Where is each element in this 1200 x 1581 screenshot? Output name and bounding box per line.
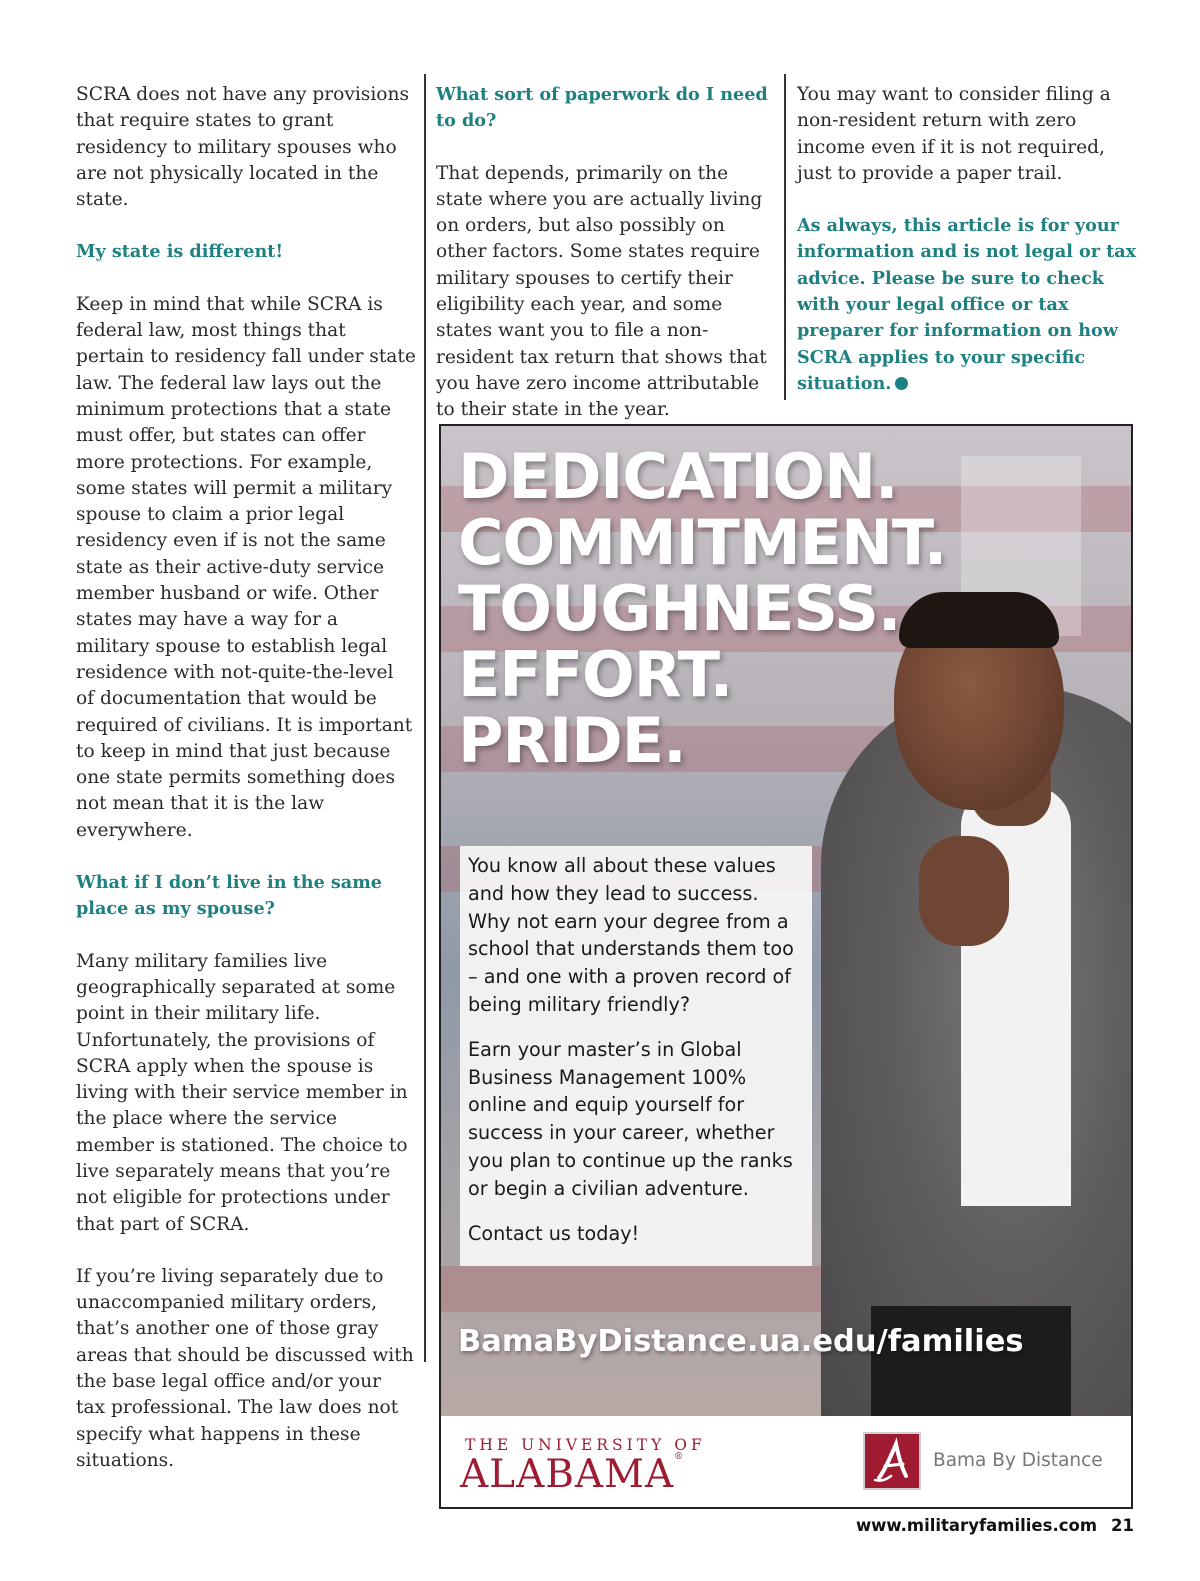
program-name: Bama By Distance (933, 1450, 1103, 1471)
footer-website: www.militaryfamilies.com (855, 1516, 1098, 1535)
headline-line: DEDICATION. (458, 440, 898, 513)
page-number: 21 (1111, 1516, 1134, 1535)
paragraph: SCRA does not have any provisions that require states to grant residency to military spouses who are not physically located in the state. (76, 84, 409, 211)
end-mark-icon (895, 377, 908, 390)
article-column-1 (76, 82, 416, 1500)
advertisement[interactable] (439, 424, 1133, 1509)
article-column-2 (436, 82, 776, 450)
university-wordmark: ALABAMA (460, 1452, 675, 1497)
paragraph: If you’re living separately due to unaccompanied military orders, that’s another one of those gray areas that should be discussed with the base legal office and/or your tax professional. The law does not specify what happens in these situations. (76, 1265, 414, 1471)
section-heading: My state is different! (76, 241, 284, 263)
article-column-3 (797, 82, 1142, 423)
paragraph: Keep in mind that while SCRA is federal law, most things that pertain to residency fall under state law. The federal law lays out the minimum protections that a state must offer, but states can offer more protections. For example, some states will permit a military spouse to claim a prior legal residency even if is not the same state as their active-duty service member husband or wife. Other states may have a way for a military spouse to establish legal residence with not-quite-the-level of documentation that would be required of civilians. It is important to keep in mind that just because one state permits something does not mean that it is the law everywhere. (76, 293, 416, 841)
ad-footer (441, 1416, 1131, 1507)
ad-photo (441, 426, 1131, 1416)
ad-copy: Contact us today! (468, 1221, 640, 1245)
paragraph: Many military families live geographically separated at some point in their military life. Unfortunately, the provisions of SCRA apply when the spouse is living with their service member in the place where the service member is stationed. The choice to live separately means that you’re not eligible for protections under that part of SCRA. (76, 950, 408, 1235)
university-logo (460, 1452, 684, 1497)
section-heading: What sort of paperwork do I need to do? (436, 84, 768, 132)
ad-url-link[interactable]: BamaByDistance.ua.edu/families (458, 1324, 1024, 1359)
headline-line: COMMITMENT. (458, 506, 947, 579)
headline-line: EFFORT. (458, 638, 733, 711)
ad-copy: Earn your master’s in Global Business Management 100% online and equip yourself for success in your career, whether you plan to continue up the ranks or begin a civilian adventure. (468, 1037, 793, 1200)
man-hand (919, 836, 1009, 946)
paragraph: You may want to consider filing a non-resident return with zero income even if it is not required, just to provide a paper trail. (797, 84, 1111, 184)
ad-copy-box (460, 846, 812, 1266)
disclaimer-note (797, 213, 1142, 397)
disclaimer-text: As always, this article is for your information and is not legal or tax advice. Please be sure to check with your legal office or tax preparer for information on how SCRA applies to your specific situation. (797, 215, 1137, 394)
script-a-logo-icon (865, 1434, 919, 1488)
page-footer (856, 1516, 1134, 1535)
man-pants (871, 1306, 1071, 1416)
column-divider (424, 74, 426, 1362)
ad-headline (458, 440, 947, 777)
headline-line: PRIDE. (458, 704, 686, 777)
section-heading: What if I don’t live in the same place as my spouse? (76, 872, 383, 920)
university-logo-small: THE UNIVERSITY OF (465, 1436, 706, 1454)
ad-copy: You know all about these values and how they lead to success. Why not earn your degree from a school that understands them too – and one with a proven record of being military friendly? (468, 854, 794, 1016)
paragraph: That depends, primarily on the state where you are actually living on orders, but also possibly on other factors. Some states require military spouses to certify their eligibility each year, and some states want you to file a non-resident tax return that shows that you have zero income attributable to their state in the year. (436, 162, 767, 421)
registered-mark: ® (674, 1452, 685, 1462)
column-divider (784, 74, 786, 400)
headline-line: TOUGHNESS. (458, 572, 901, 645)
